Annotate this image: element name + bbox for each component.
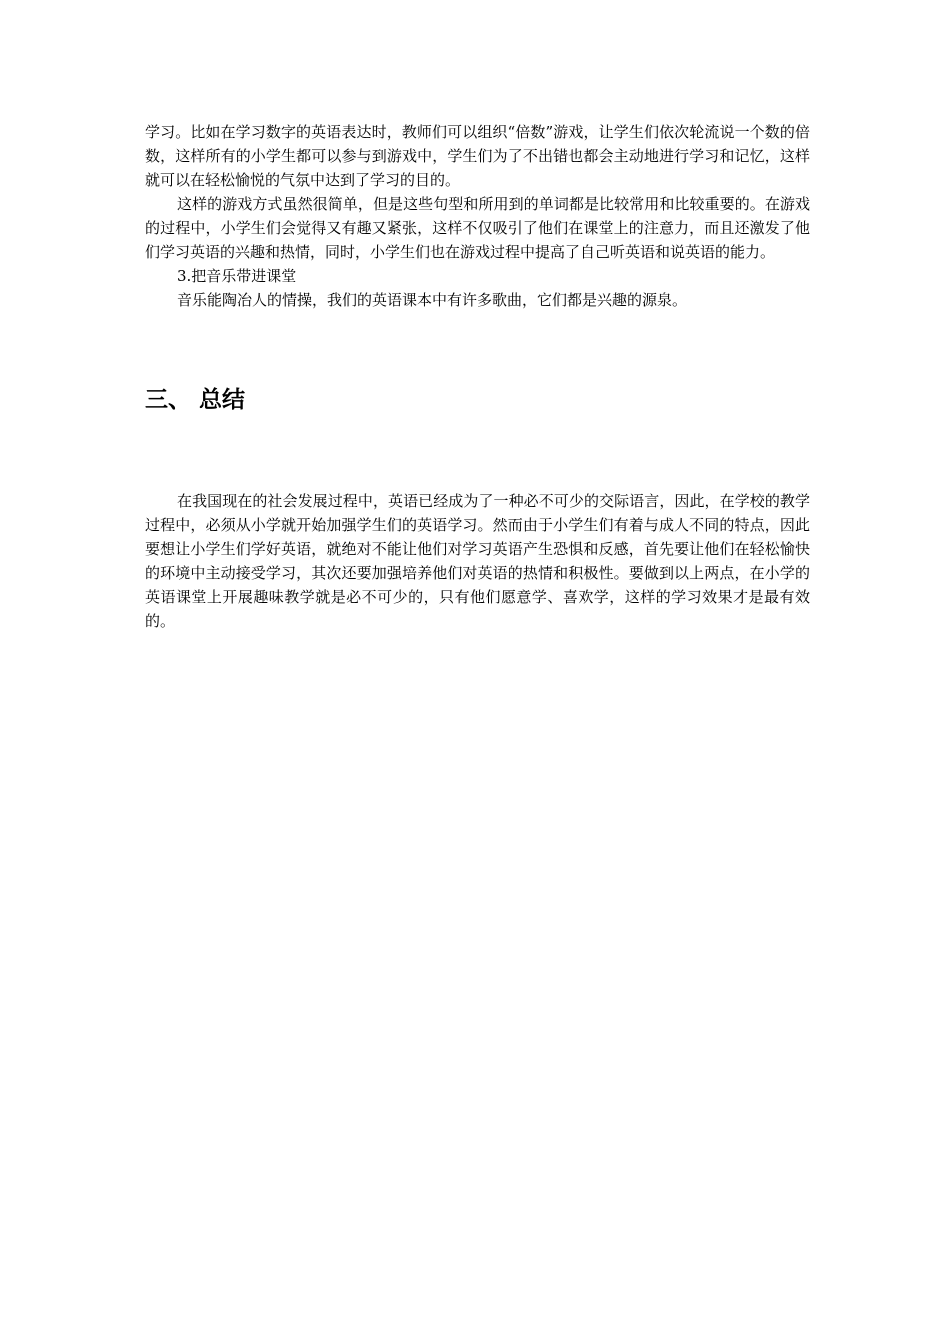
section-title-summary: 三、 总结 xyxy=(145,387,246,413)
body-text-block xyxy=(145,120,810,312)
continuation-paragraph: 学习。比如在学习数字的英语表达时，教师们可以组织“倍数”游戏，让学生们依次轮流说一个数的倍数，这样所有的小学生都可以参与到游戏中，学生们为了不出错也都会主动地进行学习和记忆，这样就可以在轻松愉悦的气氛中达到了学习的目的。 xyxy=(145,123,810,189)
subheading-music: 3.把音乐带进课堂 xyxy=(177,267,297,285)
music-paragraph: 音乐能陶冶人的情操，我们的英语课本中有许多歌曲，它们都是兴趣的源泉。 xyxy=(177,291,688,309)
summary-paragraph: 在我国现在的社会发展过程中，英语已经成为了一种必不可少的交际语言，因此，在学校的教学过程中，必须从小学就开始加强学生们的英语学习。然而由于小学生们有着与成人不同的特点，因此要想让小学生们学好英语，就绝对不能让他们对学习英语产生恐惧和反感，首先要让他们在轻松愉快的环境中主动接受学习，其次还要加强培养他们对英语的热情和积极性。要做到以上两点，在小学的英语课堂上开展趣味教学就是必不可少的，只有他们愿意学、喜欢学，这样的学习效果才是最有效的。 xyxy=(145,492,810,630)
game-paragraph: 这样的游戏方式虽然很简单，但是这些句型和所用到的单词都是比较常用和比较重要的。在游戏的过程中，小学生们会觉得又有趣又紧张，这样不仅吸引了他们在课堂上的注意力，而且还激发了他们学习英语的兴趣和热情，同时，小学生们也在游戏过程中提高了自己听英语和说英语的能力。 xyxy=(145,195,810,261)
summary-text-block xyxy=(145,489,810,633)
